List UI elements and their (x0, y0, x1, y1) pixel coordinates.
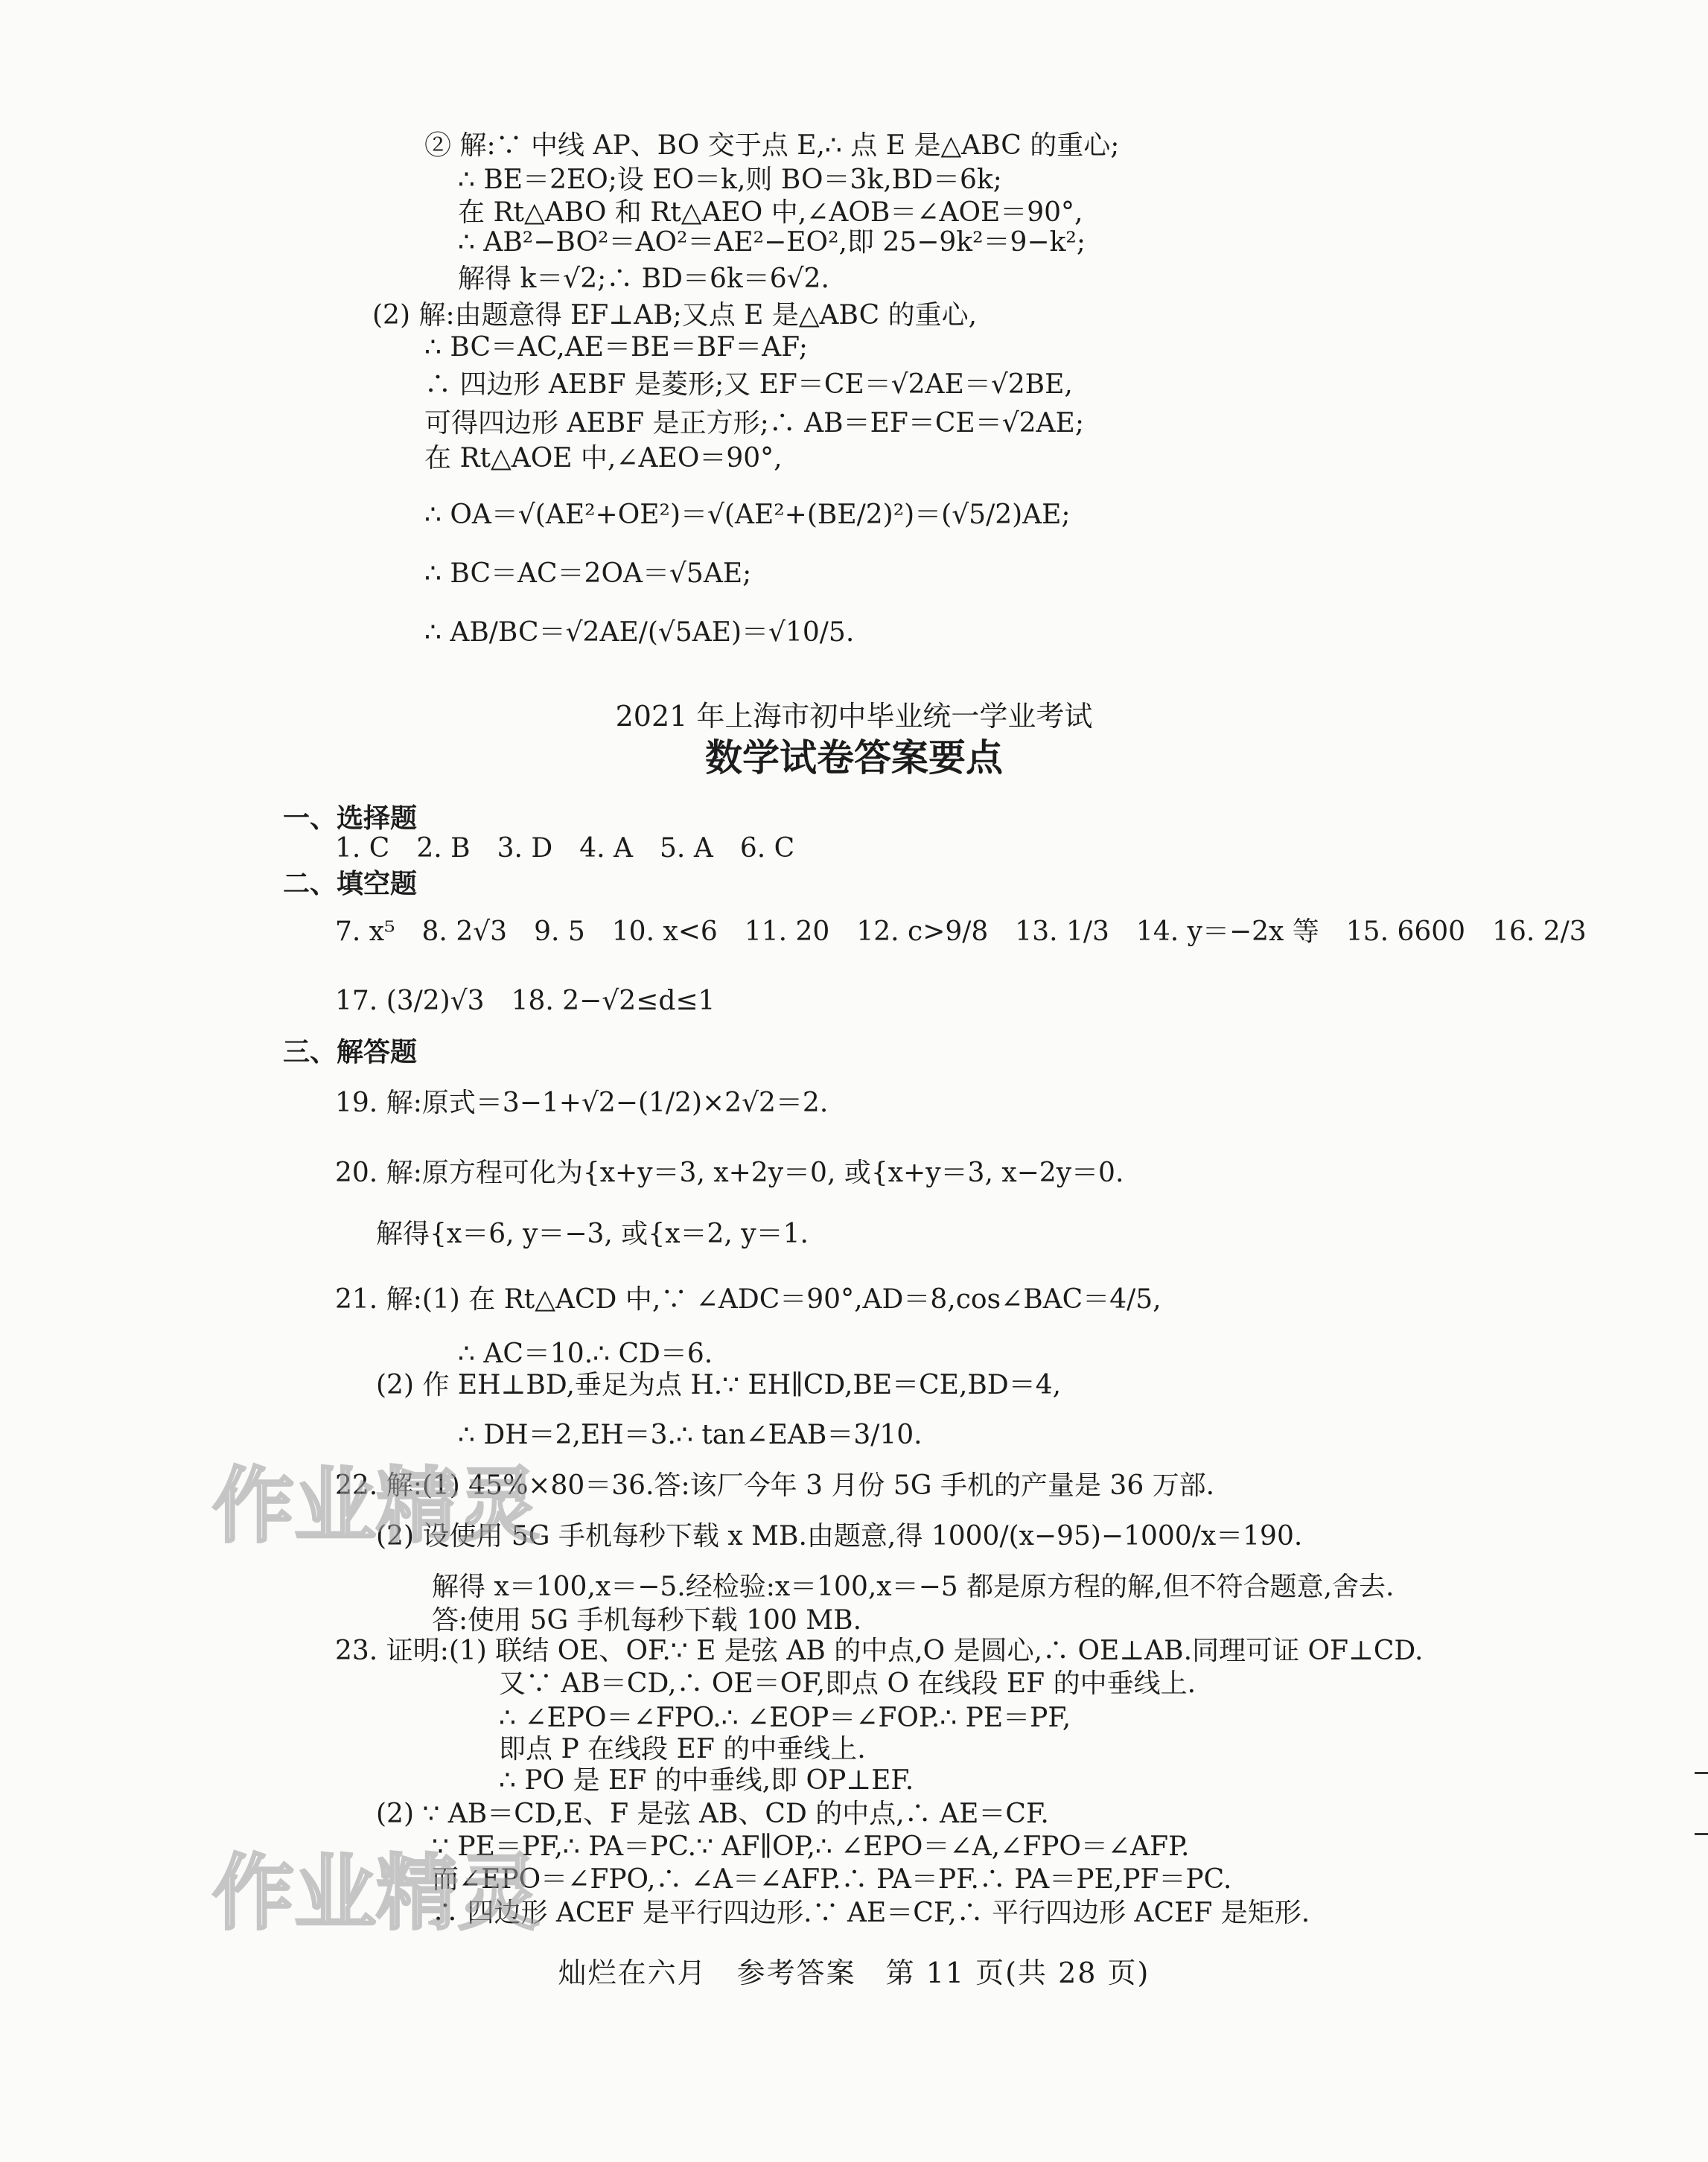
text-line: ∴ BE＝2EO;设 EO＝k,则 BO＝3k,BD＝6k; (458, 165, 1002, 195)
text-line: ∴ AB/BC＝√2AE/(√5AE)＝√10/5. (424, 617, 855, 648)
fill-answers: 17. (3/2)√3 18. 2−√2≤d≤1 (335, 986, 716, 1016)
text-line: 19. 解:原式＝3−1+√2−(1/2)×2√2＝2. (335, 1088, 829, 1118)
section-heading: 三、解答题 (283, 1037, 418, 1068)
choice-answers: 1. C 2. B 3. D 4. A 5. A 6. C (335, 833, 795, 864)
text-line: ∴ 四边形 ACEF 是平行四边形.∵ AE＝CF,∴ 平行四边形 ACEF 是矩形. (432, 1898, 1310, 1928)
exam-subtitle: 数学试卷答案要点 (705, 736, 1003, 779)
text-line: ∴ 四边形 AEBF 是菱形;又 EF＝CE＝√2AE＝√2BE, (424, 369, 1073, 400)
text-line: ∴ BC＝AC,AE＝BE＝BF＝AF; (424, 332, 808, 363)
text-line: 即点 P 在线段 EF 的中垂线上. (499, 1734, 866, 1764)
edge-mark (1695, 1772, 1708, 1774)
text-line: (2) 解:由题意得 EF⊥AB;又点 E 是△ABC 的重心, (372, 300, 978, 331)
text-line: ∴ DH＝2,EH＝3.∴ tan∠EAB＝3/10. (458, 1420, 922, 1450)
text-line: 23. 证明:(1) 联结 OE、OF.∵ E 是弦 AB 的中点,O 是圆心,∴ OE⊥AB.同理可证 OF⊥CD. (335, 1636, 1424, 1666)
section-heading: 二、填空题 (283, 869, 418, 899)
text-line: (2) 设使用 5G 手机每秒下载 x MB.由题意,得 1000/(x−95)−1000/x＝190. (376, 1521, 1303, 1552)
text-line: 20. 解:原方程可化为{x+y＝3, x+2y＝0, 或{x+y＝3, x−2y＝0. (335, 1158, 1124, 1188)
edge-mark (1695, 1833, 1708, 1835)
text-line: ∴ AC＝10.∴ CD＝6. (458, 1339, 713, 1369)
text-line: ∴ OA＝√(AE²+OE²)＝√(AE²+(BE/2)²)＝(√5/2)AE; (424, 500, 1071, 530)
text-line: 解得{x＝6, y＝−3, 或{x＝2, y＝1. (376, 1219, 809, 1249)
text-line: 在 Rt△ABO 和 Rt△AEO 中,∠AOB＝∠AOE＝90°, (458, 197, 1083, 228)
text-line: (2) ∵ AB＝CD,E、F 是弦 AB、CD 的中点,∴ AE＝CF. (376, 1799, 1049, 1829)
fill-answers: 7. x⁵ 8. 2√3 9. 5 10. x<6 11. 20 12. c>9/8 13. 1/3 14. y＝−2x 等 15. 6600 16. 2/3 (335, 916, 1587, 947)
text-line: 而∠EPO＝∠FPO,∴ ∠A＝∠AFP.∴ PA＝PF.∴ PA＝PE,PF＝PC. (432, 1864, 1232, 1895)
text-line: 解得 k＝√2;∴ BD＝6k＝6√2. (458, 264, 829, 294)
watermark: 作业精灵 (212, 1458, 540, 1554)
exam-title: 2021 年上海市初中毕业统一学业考试 (615, 700, 1093, 733)
text-line: 可得四边形 AEBF 是正方形;∴ AB＝EF＝CE＝√2AE; (424, 408, 1084, 439)
section-heading: 一、选择题 (283, 803, 418, 834)
text-line: 答:使用 5G 手机每秒下载 100 MB. (432, 1605, 862, 1636)
text-line: 又∵ AB＝CD,∴ OE＝OF,即点 O 在线段 EF 的中垂线上. (499, 1668, 1196, 1699)
text-line: 21. 解:(1) 在 Rt△ACD 中,∵ ∠ADC＝90°,AD＝8,cos∠BAC＝4/5, (335, 1284, 1161, 1315)
page-footer: 灿烂在六月 参考答案 第 11 页(共 28 页) (558, 1957, 1150, 1989)
watermark: 作业精灵 (212, 1846, 540, 1941)
text-line: ∴ BC＝AC＝2OA＝√5AE; (424, 558, 752, 589)
text-line: 22. 解:(1) 45%×80＝36.答:该厂今年 3 月份 5G 手机的产量是 36 万部. (335, 1470, 1215, 1501)
text-line: ∵ PE＝PF,∴ PA＝PC.∵ AF∥OP,∴ ∠EPO＝∠A,∠FPO＝∠AFP. (432, 1831, 1190, 1862)
text-line: ∴ ∠EPO＝∠FPO.∴ ∠EOP＝∠FOP.∴ PE＝PF, (499, 1703, 1071, 1733)
text-line: ② 解:∵ 中线 AP、BO 交于点 E,∴ 点 E 是△ABC 的重心; (424, 130, 1120, 161)
text-line: ∴ AB²−BO²＝AO²＝AE²−EO²,即 25−9k²＝9−k²; (458, 227, 1086, 258)
text-line: (2) 作 EH⊥BD,垂足为点 H.∵ EH∥CD,BE＝CE,BD＝4, (376, 1370, 1062, 1400)
text-line: ∴ PO 是 EF 的中垂线,即 OP⊥EF. (499, 1765, 914, 1796)
text-line: 解得 x＝100,x＝−5.经检验:x＝100,x＝−5 都是原方程的解,但不符合题意,舍去. (432, 1572, 1395, 1602)
text-line: 在 Rt△AOE 中,∠AEO＝90°, (424, 443, 783, 473)
